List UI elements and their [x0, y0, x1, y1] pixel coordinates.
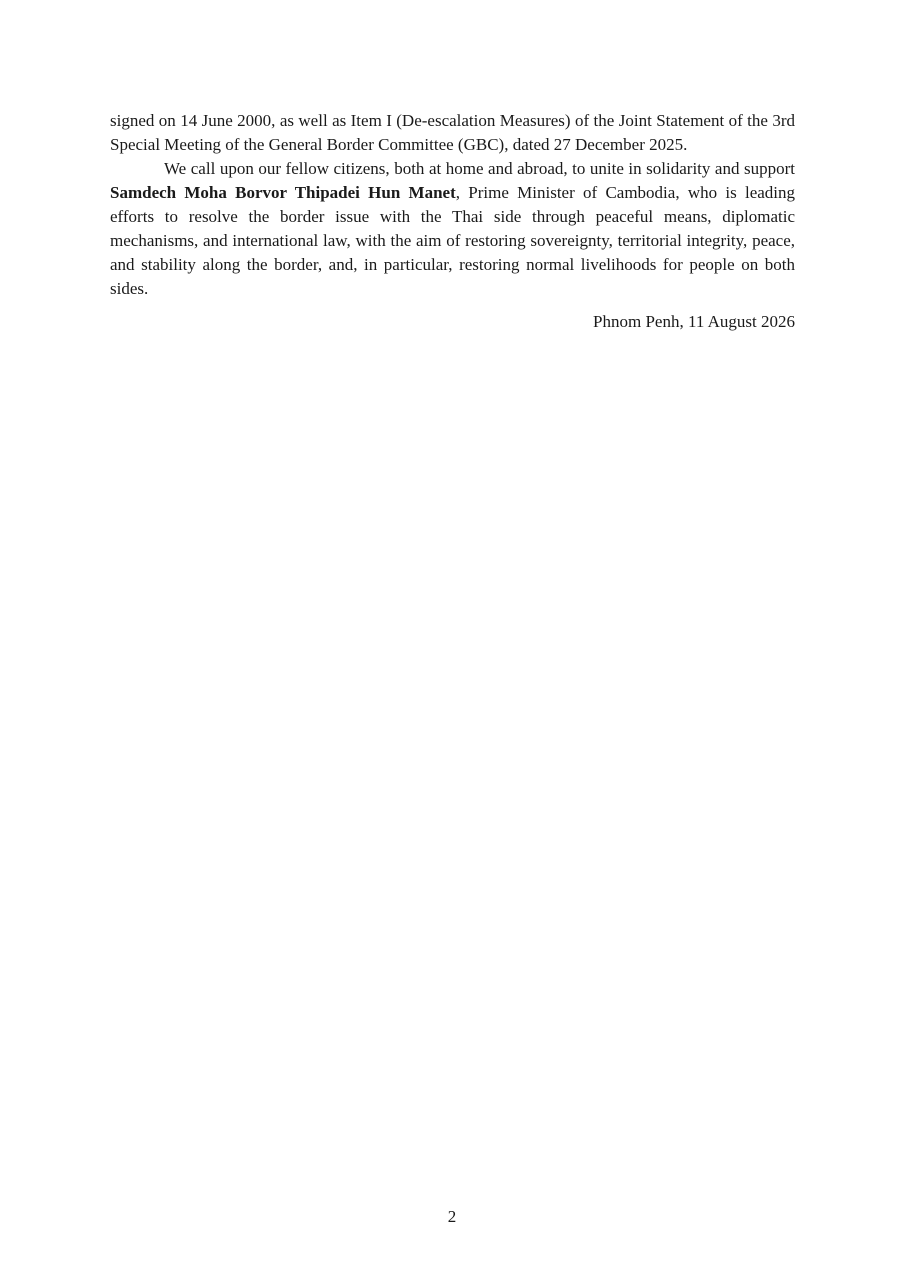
paragraph-continuation: signed on 14 June 2000, as well as Item I (De-escalation Measures) of the Joint Statement of the 3rd Special Meeting of the General Border Committee (GBC), dated 27 December 2025. [110, 111, 795, 154]
prime-minister-name: Samdech Moha Borvor Thipadei Hun Manet [110, 183, 456, 202]
document-body [110, 109, 795, 334]
paragraph-text-before: We call upon our fellow citizens, both at home and abroad, to unite in solidarity and support [164, 159, 795, 178]
page-number: 2 [447, 1207, 457, 1226]
paragraph-text-after: , Prime Minister of Cambodia, who is leading efforts to resolve the border issue with the Thai side through peaceful means, diplomatic mechanisms, and international law, with the aim of restoring sovereignty, territorial integrity, peace, and stability along the border, and, in particular, restoring normal livelihoods for people on both sides. [110, 183, 796, 298]
paragraph-call-to-unite [110, 157, 795, 301]
dateline: Phnom Penh, 11 August 2026 [593, 312, 795, 331]
